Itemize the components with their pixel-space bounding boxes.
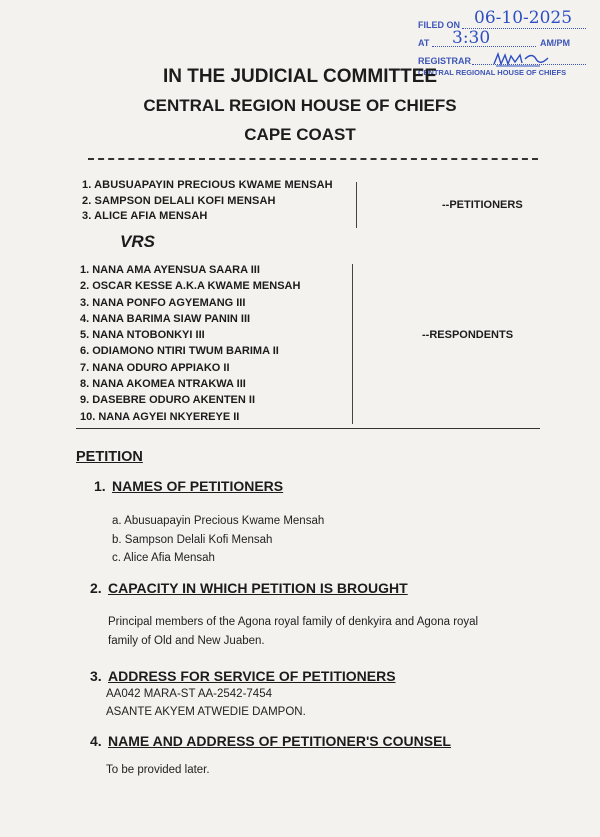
respondent-item: 9. DASEBRE ODURO AKENTEN II bbox=[80, 394, 256, 407]
respondent-list bbox=[80, 262, 300, 425]
section-title-names: NAMES OF PETITIONERS bbox=[112, 478, 284, 494]
at-time: 3:30 bbox=[452, 28, 491, 48]
capacity-line: Principal members of the Agona royal family of denkyira and Agona royal bbox=[108, 616, 479, 628]
respondents-role: --RESPONDENTS bbox=[422, 329, 514, 341]
counsel-text: To be provided later. bbox=[106, 764, 210, 776]
at-label: AT bbox=[418, 38, 430, 48]
court-region: CENTRAL REGION HOUSE OF CHIEFS bbox=[143, 96, 457, 115]
court-title: IN THE JUDICIAL COMMITTEE bbox=[162, 66, 438, 87]
petitioner-list bbox=[82, 178, 333, 225]
petitioner-name: b. Sampson Delali Kofi Mensah bbox=[112, 533, 273, 546]
respondent-item: 7. NANA ODURO APPIAKO II bbox=[80, 361, 230, 374]
section-number: 1. bbox=[94, 478, 106, 494]
versus-label: VRS bbox=[120, 232, 155, 251]
petitioners-bracket bbox=[356, 182, 357, 228]
petitioner-item: 1. ABUSUAPAYIN PRECIOUS KWAME MENSAH bbox=[82, 179, 333, 191]
respondent-item: 8. NANA AKOMEA NTRAKWA III bbox=[80, 378, 246, 391]
parties-divider bbox=[76, 428, 540, 429]
respondent-item: 5. NANA NTOBONKYI III bbox=[80, 329, 205, 342]
petition-heading: PETITION bbox=[76, 449, 143, 465]
address-line: AA042 MARA-ST AA-2542-7454 bbox=[106, 688, 272, 700]
capacity-text bbox=[108, 613, 478, 651]
court-location: CAPE COAST bbox=[244, 125, 356, 144]
respondents-bracket bbox=[352, 264, 353, 424]
capacity-line: family of Old and New Juaben. bbox=[108, 635, 265, 647]
petitioner-names-list bbox=[112, 512, 324, 568]
filed-on-date: 06-10-2025 bbox=[474, 8, 573, 28]
section-title-address: ADDRESS FOR SERVICE OF PETITIONERS bbox=[108, 668, 396, 684]
section-number: 4. bbox=[90, 733, 102, 749]
filed-on-label: FILED ON bbox=[418, 20, 460, 30]
respondent-item: 3. NANA PONFO AGYEMANG III bbox=[80, 296, 246, 309]
registrar-label: REGISTRAR bbox=[418, 56, 472, 66]
respondent-item: 2. OSCAR KESSE A.K.A KWAME MENSAH bbox=[80, 280, 301, 293]
respondent-item: 10. NANA AGYEI NKYEREYE II bbox=[80, 410, 240, 423]
office-label: CENTRAL REGIONAL HOUSE OF CHIEFS bbox=[418, 68, 567, 77]
petitioner-name: a. Abusuapayin Precious Kwame Mensah bbox=[112, 515, 325, 527]
section-number: 2. bbox=[90, 580, 102, 596]
section-number: 3. bbox=[90, 668, 102, 684]
respondent-item: 1. NANA AMA AYENSUA SAARA III bbox=[80, 264, 260, 276]
petitioner-item: 2. SAMPSON DELALI KOFI MENSAH bbox=[82, 194, 276, 207]
petitioner-item: 3. ALICE AFIA MENSAH bbox=[82, 210, 208, 223]
ampm-label: AM/PM bbox=[540, 38, 570, 48]
petitioners-role: --PETITIONERS bbox=[442, 199, 523, 211]
section-title-counsel: NAME AND ADDRESS OF PETITIONER'S COUNSEL bbox=[108, 733, 451, 749]
petitioner-name: c. Alice Afia Mensah bbox=[112, 552, 215, 564]
header-divider bbox=[88, 158, 538, 160]
address-line: ASANTE AKYEM ATWEDIE DAMPON. bbox=[106, 706, 306, 718]
respondent-item: 4. NANA BARIMA SIAW PANIN III bbox=[80, 312, 251, 325]
respondent-item: 6. ODIAMONO NTIRI TWUM BARIMA II bbox=[80, 345, 279, 358]
section-title-capacity: CAPACITY IN WHICH PETITION IS BROUGHT bbox=[108, 580, 408, 596]
address-text bbox=[106, 685, 306, 721]
